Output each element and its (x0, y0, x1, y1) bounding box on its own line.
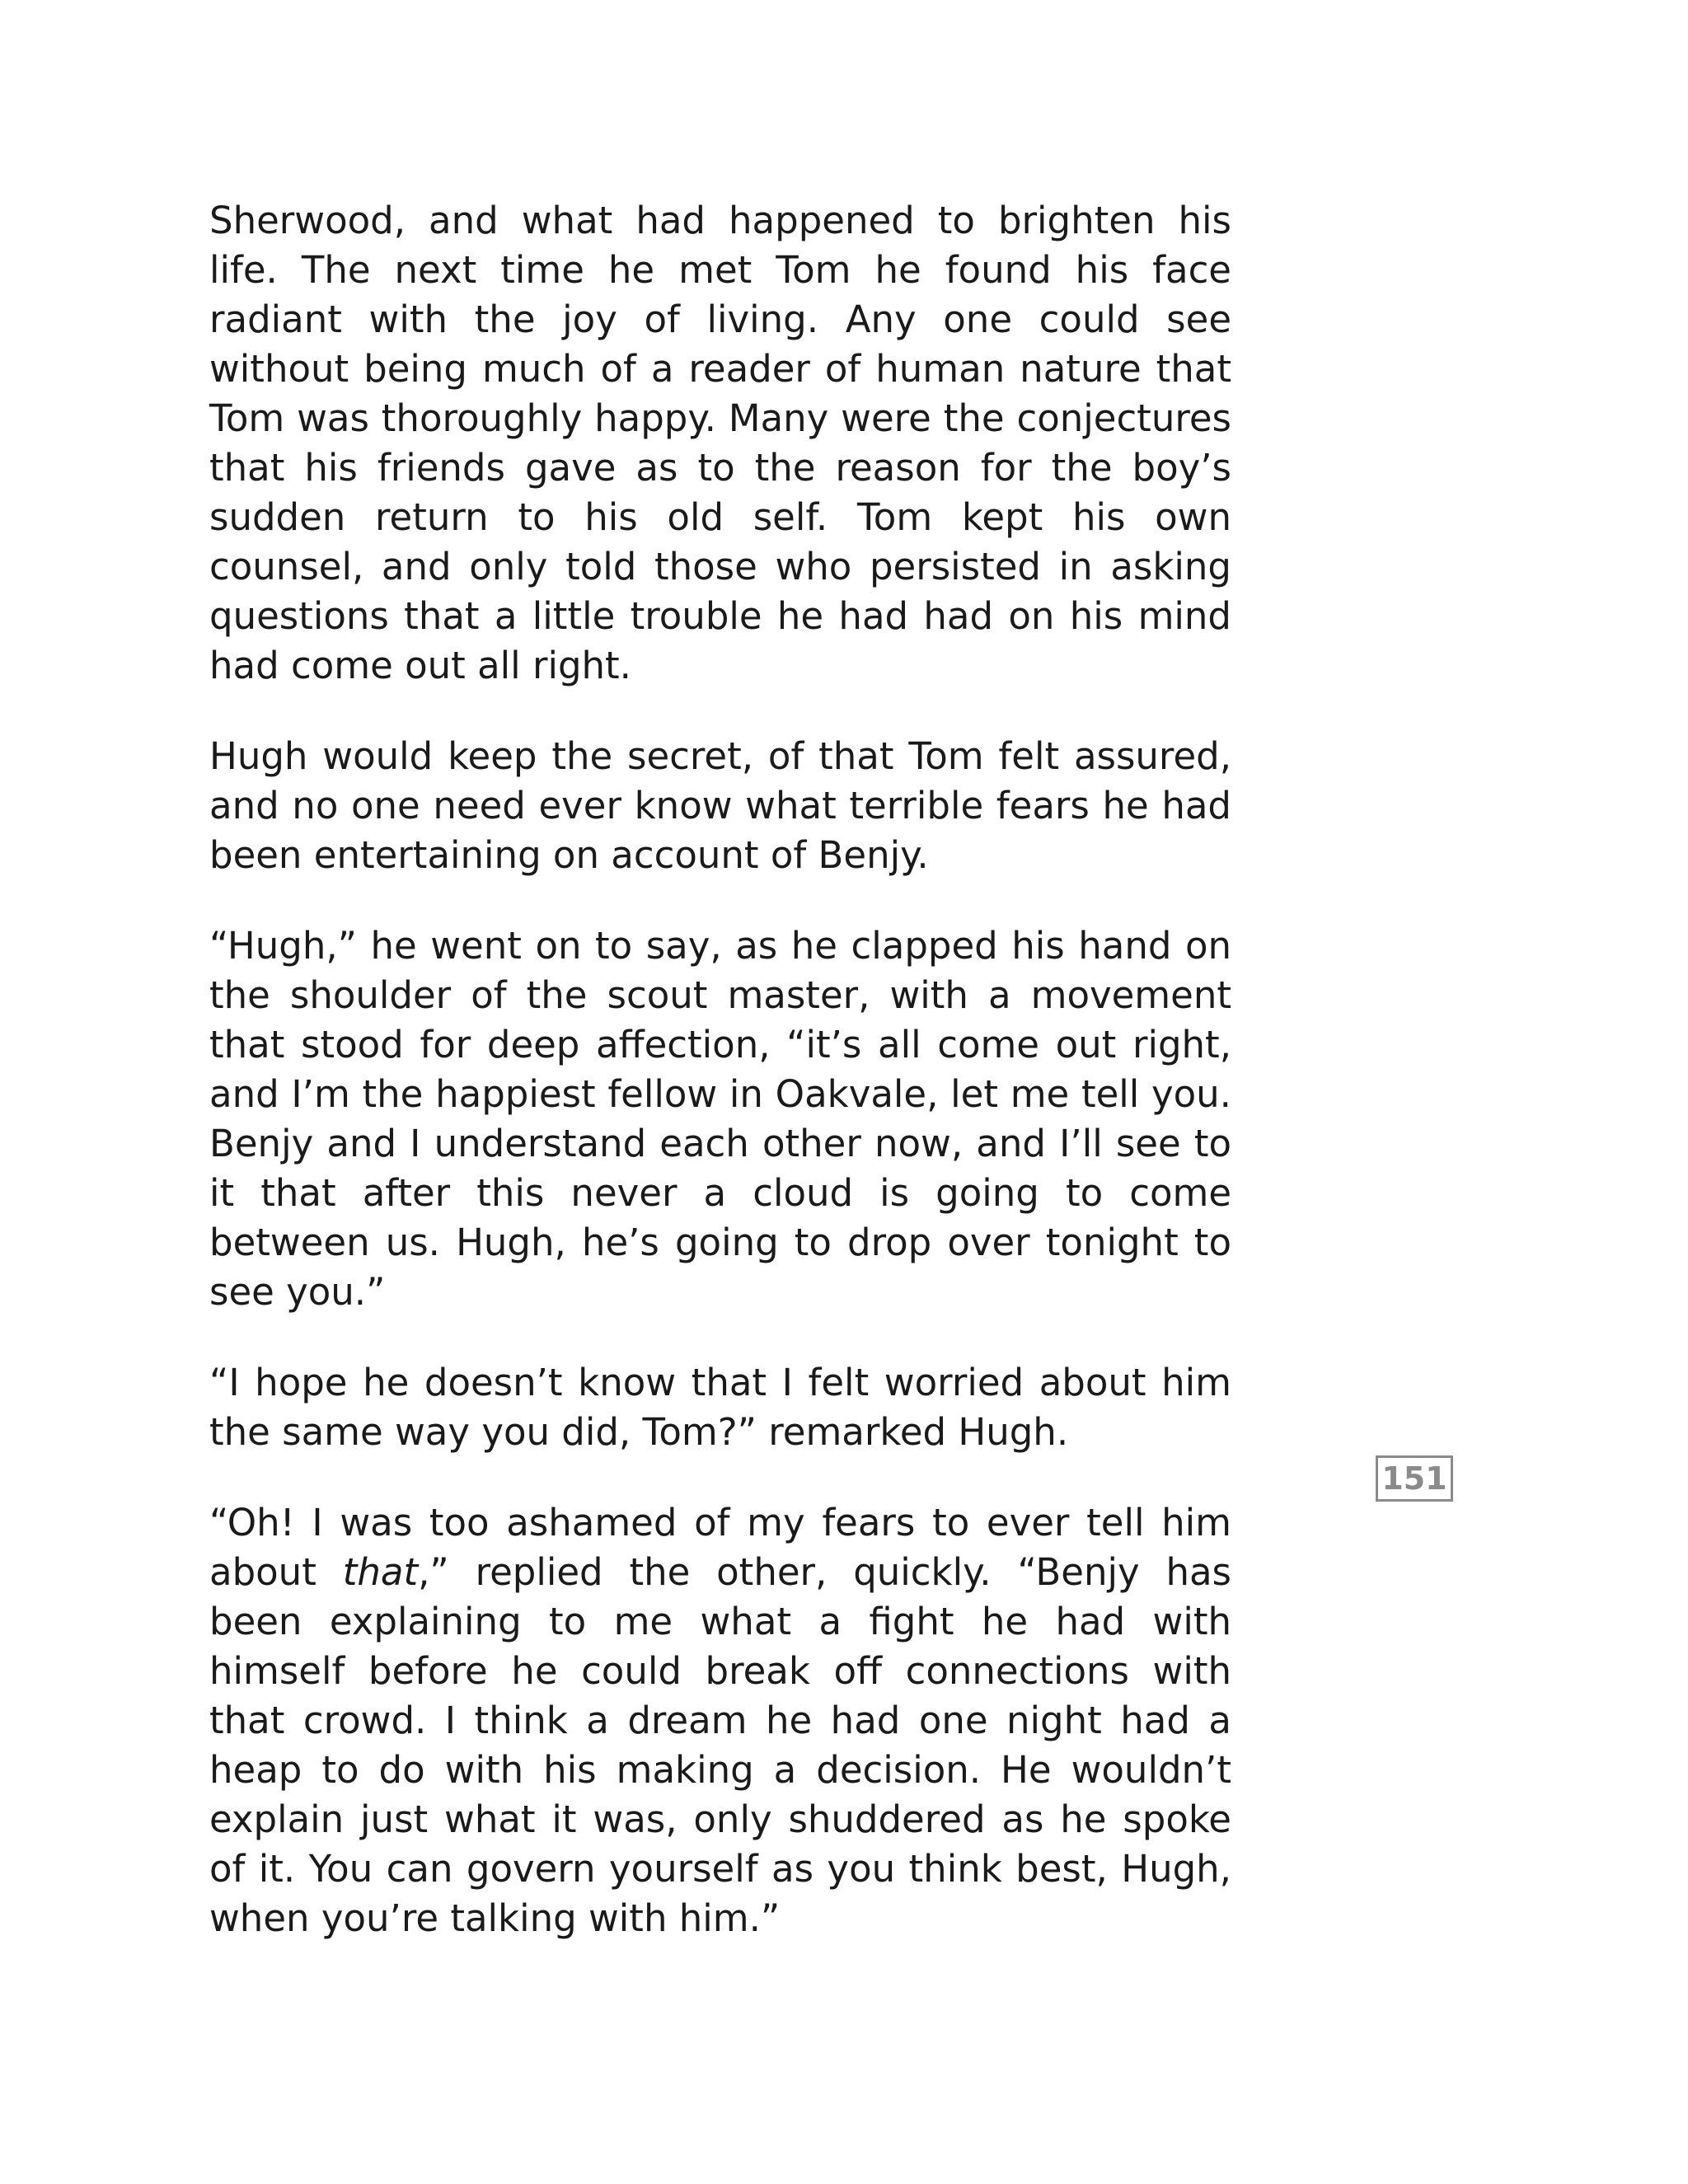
paragraph-1: Sherwood, and what had happened to brighten his life. The next time he met Tom he found his face radiant with the joy of living. Any one could see without being much of a reader of human nature that Tom was thoroughly happy. Many were the conjectures that his friends gave as to the reason for the boy’s sudden return to his old self. Tom kept his own counsel, and only told those who persisted in asking questions that a little trouble he had had on his mind had come out all right. (209, 199, 1231, 687)
paragraph-5-start: “Oh! I was too ashamed of my fears to ever tell him about (209, 1501, 1231, 1594)
paragraph-3: “Hugh,” he went on to say, as he clapped his hand on the shoulder of the scout master, with a movement that stood for deep affection, “it’s all come out right, and I’m the happiest fellow in Oakvale, let me tell you. Benjy and I understand each other now, and I’ll see to it that after this never a cloud is going to come between us. Hugh, he’s going to drop over tonight to see you.” (209, 924, 1231, 1314)
page-number-box: 151 (1376, 1455, 1453, 1502)
body-text (209, 196, 1231, 1985)
paragraph-5 (209, 1498, 1231, 1943)
paragraph-5-emphasis: that (342, 1550, 419, 1594)
paragraph-4: “I hope he doesn’t know that I felt worried about him the same way you did, Tom?” remarked Hugh. (209, 1361, 1231, 1454)
paragraph-5-end: ,” replied the other, quickly. “Benjy has been explaining to me what a fight he had with himself before he could break off connections with that crowd. I think a dream he had one night had a heap to do with his making a decision. He wouldn’t explain just what it was, only shuddered as he spoke of it. You can govern yourself as you think best, Hugh, when you’re talking with him.” (209, 1550, 1232, 1940)
paragraph-2: Hugh would keep the secret, of that Tom felt assured, and no one need ever know what terrible fears he had been entertaining on account of Benjy. (209, 734, 1231, 877)
